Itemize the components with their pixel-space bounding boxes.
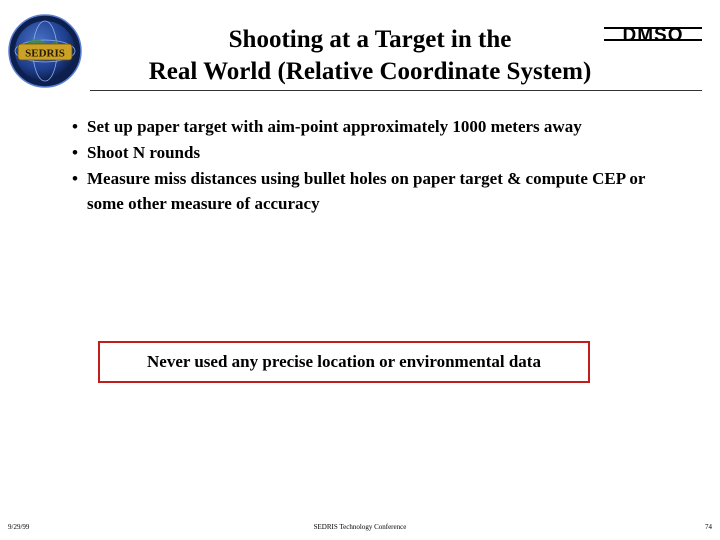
title-line-2: Real World (Relative Coordinate System) <box>148 58 592 85</box>
sedris-logo-text: SEDRIS <box>25 47 65 60</box>
dmso-logo-text: DMSO <box>622 25 684 46</box>
slide-title <box>100 24 640 88</box>
title-divider <box>90 90 702 91</box>
bullet-dot-icon: • <box>72 117 78 136</box>
callout-text: Never used any precise location or environmental data <box>147 352 541 371</box>
bullet-dot-icon: • <box>72 143 78 162</box>
bullet-item <box>72 114 652 139</box>
bullet-text: Set up paper target with aim-point approximately 1000 meters away <box>87 117 582 136</box>
footer-date: 9/29/99 <box>8 523 30 531</box>
bullet-list <box>72 114 652 217</box>
footer-page-number: 74 <box>705 523 712 531</box>
bullet-text: Shoot N rounds <box>87 143 201 162</box>
bullet-text: Measure miss distances using bullet holes on paper target & compute CEP or some other measure of accuracy <box>87 169 646 213</box>
sedris-globe-logo <box>6 12 84 90</box>
bullet-dot-icon: • <box>72 169 78 188</box>
bullet-item <box>72 140 652 165</box>
dmso-logo <box>604 22 702 46</box>
bullet-item <box>72 166 652 216</box>
footer-conference: SEDRIS Technology Conference <box>313 523 407 531</box>
callout-box <box>98 341 590 383</box>
title-line-1: Shooting at a Target in the <box>228 26 512 53</box>
